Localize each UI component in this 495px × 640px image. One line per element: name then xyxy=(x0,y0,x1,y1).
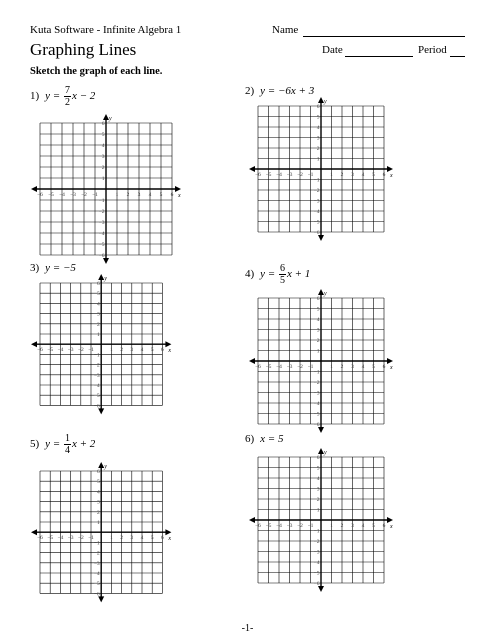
x-tick-label: −2 xyxy=(77,535,84,542)
y-tick-label: −6 xyxy=(313,230,320,236)
worksheet-source: Kuta Software - Infinite Algebra 1 xyxy=(30,24,182,36)
x-tick-label: −3 xyxy=(67,535,74,542)
equation: y = −5 xyxy=(45,262,76,274)
equation-lhs: y = xyxy=(260,268,278,281)
y-tick-label: 3 xyxy=(96,311,100,318)
coordinate-grid-2[interactable] xyxy=(248,96,394,242)
y-axis-label: y xyxy=(109,116,112,122)
fraction xyxy=(64,433,71,456)
x-tick-label: −1 xyxy=(92,192,98,198)
y-tick-label: −3 xyxy=(93,372,100,379)
x-tick-label: −2 xyxy=(297,523,303,529)
x-tick-label: 5 xyxy=(150,347,154,354)
y-tick-label: 6 xyxy=(316,296,320,302)
problem-number: 6) xyxy=(245,433,255,445)
coordinate-grid-1[interactable] xyxy=(30,113,182,265)
x-tick-label: 1 xyxy=(330,172,333,178)
period-label: Period xyxy=(418,44,447,56)
x-tick-label: −3 xyxy=(286,364,293,370)
x-tick-label: −2 xyxy=(81,192,87,198)
x-tick-label: −1 xyxy=(307,523,314,529)
x-tick-label: −4 xyxy=(59,192,65,198)
x-tick-label: −2 xyxy=(297,364,303,370)
y-tick-label: −2 xyxy=(313,539,320,545)
y-tick-label: 4 xyxy=(316,125,320,131)
x-tick-label: −4 xyxy=(57,535,64,542)
y-tick-label: 6 xyxy=(316,104,320,110)
x-tick-label: −4 xyxy=(276,523,282,529)
y-tick-label: 6 xyxy=(316,455,320,461)
y-tick-label: 1 xyxy=(96,332,100,338)
x-tick-label: −3 xyxy=(286,172,293,178)
coordinate-grid-4[interactable] xyxy=(248,288,394,434)
axis-arrowhead xyxy=(165,529,171,535)
y-tick-label: 2 xyxy=(316,338,320,344)
x-tick-label: −3 xyxy=(286,523,293,529)
y-axis-label: y xyxy=(324,291,327,297)
y-tick-label: −3 xyxy=(313,549,320,556)
y-axis-label: y xyxy=(104,464,107,470)
x-tick-label: 4 xyxy=(140,535,144,542)
y-tick-label: 5 xyxy=(316,465,320,472)
problem-number: 2) xyxy=(245,85,255,97)
y-tick-label: 1 xyxy=(316,507,320,514)
x-tick-label: −5 xyxy=(265,172,272,178)
x-tick-label: 1 xyxy=(115,192,119,198)
x-tick-label: 2 xyxy=(120,347,123,354)
equation-rhs: x + 1 xyxy=(286,268,311,281)
x-tick-label: 4 xyxy=(140,347,144,354)
y-tick-label: 4 xyxy=(101,143,105,149)
y-tick-label: −6 xyxy=(313,581,320,587)
x-tick-label: −3 xyxy=(70,192,76,198)
x-tick-label: 2 xyxy=(340,172,344,178)
y-tick-label: −6 xyxy=(93,403,100,410)
coordinate-grid-5[interactable] xyxy=(30,461,172,603)
fraction xyxy=(64,85,71,108)
x-tick-label: −5 xyxy=(47,535,54,542)
name-label: Name xyxy=(272,24,299,36)
x-tick-label: 5 xyxy=(372,172,375,178)
grid-svg xyxy=(30,273,172,415)
coordinate-grid-6[interactable] xyxy=(248,447,394,593)
y-tick-label: −5 xyxy=(313,411,320,418)
y-tick-label: −3 xyxy=(313,390,320,397)
x-tick-label: −6 xyxy=(255,172,261,178)
y-tick-label: −2 xyxy=(93,550,100,557)
x-tick-label: 4 xyxy=(361,523,365,529)
x-tick-label: 5 xyxy=(150,535,154,542)
x-tick-label: 5 xyxy=(372,523,375,529)
instructions: Sketch the graph of each line. xyxy=(30,66,163,77)
y-tick-label: −2 xyxy=(313,188,320,194)
x-tick-label: 4 xyxy=(148,192,152,198)
y-tick-label: 6 xyxy=(96,469,100,475)
x-tick-label: 2 xyxy=(126,192,130,198)
y-tick-label: −1 xyxy=(93,540,100,547)
date-label: Date xyxy=(322,44,343,56)
x-tick-label: 2 xyxy=(340,523,344,529)
y-tick-label: 2 xyxy=(101,165,105,171)
y-tick-label: −1 xyxy=(98,198,105,204)
y-tick-label: −2 xyxy=(98,209,105,215)
y-tick-label: 5 xyxy=(316,114,320,121)
x-tick-label: 1 xyxy=(110,535,113,542)
y-tick-label: −4 xyxy=(313,401,320,407)
y-tick-label: 2 xyxy=(316,497,320,503)
axis-arrowhead xyxy=(175,186,181,192)
y-axis-label: y xyxy=(324,450,327,456)
equation-rhs: x + 2 xyxy=(71,438,96,451)
x-tick-label: 6 xyxy=(161,535,164,542)
x-tick-label: −4 xyxy=(276,172,282,178)
y-tick-label: −5 xyxy=(98,242,105,248)
x-tick-label: 6 xyxy=(170,192,174,198)
x-tick-label: −1 xyxy=(88,535,94,542)
y-tick-label: 4 xyxy=(316,317,320,323)
x-tick-label: 1 xyxy=(110,347,113,354)
y-tick-label: 1 xyxy=(96,520,100,526)
x-axis-label: x xyxy=(390,524,393,530)
axis-arrowhead xyxy=(387,166,393,172)
y-tick-label: 1 xyxy=(101,176,105,182)
grid-svg xyxy=(30,461,172,603)
x-axis-label: x xyxy=(168,536,172,543)
x-tick-label: −6 xyxy=(37,535,43,542)
x-tick-label: 4 xyxy=(361,364,365,370)
axis-arrowhead xyxy=(387,358,393,364)
y-tick-label: 5 xyxy=(96,291,100,298)
x-tick-label: 3 xyxy=(351,172,354,178)
equation-lhs: y = xyxy=(45,438,63,451)
x-axis-label: x xyxy=(168,348,172,355)
y-tick-label: −5 xyxy=(313,570,320,577)
x-tick-label: −1 xyxy=(307,172,314,178)
period-line xyxy=(450,56,465,57)
problem-5 xyxy=(30,433,95,456)
y-tick-label: −5 xyxy=(93,581,100,588)
problem-6 xyxy=(245,433,283,445)
fraction xyxy=(279,263,286,286)
x-tick-label: 6 xyxy=(161,347,164,354)
x-tick-label: −4 xyxy=(57,347,64,354)
y-tick-label: −6 xyxy=(98,253,105,259)
y-tick-label: 2 xyxy=(316,146,320,152)
x-tick-label: −4 xyxy=(276,364,282,370)
grid-svg xyxy=(30,113,182,265)
y-tick-label: −4 xyxy=(98,231,105,237)
y-tick-label: −4 xyxy=(313,560,320,566)
x-tick-label: 2 xyxy=(120,535,123,542)
x-tick-label: −3 xyxy=(67,347,74,354)
x-tick-label: 1 xyxy=(330,364,333,370)
y-tick-label: 6 xyxy=(101,121,105,127)
y-tick-label: −6 xyxy=(313,422,320,428)
coordinate-grid-3[interactable] xyxy=(30,273,172,415)
y-tick-label: −6 xyxy=(93,591,100,598)
y-axis-label: y xyxy=(104,276,107,282)
y-tick-label: −1 xyxy=(313,369,320,376)
equation-rhs: x − 2 xyxy=(71,90,96,103)
x-axis-label: x xyxy=(390,173,393,179)
y-tick-label: −1 xyxy=(93,352,100,359)
grid-svg xyxy=(248,96,394,242)
date-line xyxy=(345,56,413,57)
fraction-denominator: 5 xyxy=(279,275,285,286)
y-tick-label: 6 xyxy=(96,281,100,287)
x-tick-label: −5 xyxy=(265,523,272,529)
equation: y = −6x + 3 xyxy=(260,85,315,97)
problem-number: 5) xyxy=(30,438,40,451)
x-tick-label: −5 xyxy=(47,347,54,354)
y-tick-label: −3 xyxy=(313,198,320,205)
x-tick-label: 5 xyxy=(159,192,163,198)
y-tick-label: −1 xyxy=(313,528,320,535)
x-tick-label: 6 xyxy=(382,172,386,178)
y-tick-label: −4 xyxy=(313,209,320,215)
problem-number: 4) xyxy=(245,268,255,281)
y-tick-label: 1 xyxy=(316,156,320,163)
y-tick-label: 5 xyxy=(101,132,105,138)
y-tick-label: −2 xyxy=(93,362,100,369)
y-tick-label: 5 xyxy=(96,479,100,486)
y-tick-label: 3 xyxy=(96,499,100,506)
axis-arrowhead xyxy=(165,341,171,347)
x-tick-label: 3 xyxy=(351,364,354,370)
fraction-numerator: 7 xyxy=(64,85,70,96)
y-tick-label: −4 xyxy=(93,383,100,389)
y-tick-label: 3 xyxy=(316,327,320,334)
fraction-denominator: 2 xyxy=(64,97,70,108)
x-tick-label: −2 xyxy=(297,172,303,178)
x-axis-label: x xyxy=(178,193,181,199)
x-tick-label: 1 xyxy=(330,523,333,529)
fraction-numerator: 6 xyxy=(279,263,285,274)
x-tick-label: −6 xyxy=(37,347,43,354)
grid-svg xyxy=(248,288,394,434)
grid-svg xyxy=(248,447,394,593)
x-tick-label: −2 xyxy=(77,347,84,354)
y-tick-label: 4 xyxy=(316,476,320,482)
fraction-denominator: 4 xyxy=(64,445,70,456)
y-tick-label: 4 xyxy=(96,301,100,308)
y-tick-label: −3 xyxy=(93,560,100,567)
x-tick-label: 6 xyxy=(382,364,386,370)
y-tick-label: −4 xyxy=(93,571,100,577)
x-tick-label: −6 xyxy=(255,523,261,529)
x-tick-label: 6 xyxy=(382,523,386,529)
x-tick-label: −6 xyxy=(255,364,261,370)
fraction-numerator: 1 xyxy=(64,433,70,444)
y-tick-label: −3 xyxy=(98,220,105,226)
x-tick-label: −1 xyxy=(307,364,314,370)
page-number: -1- xyxy=(241,623,254,634)
x-tick-label: 5 xyxy=(372,364,375,370)
y-tick-label: −5 xyxy=(313,219,320,226)
y-tick-label: 3 xyxy=(316,135,320,142)
y-tick-label: 5 xyxy=(316,306,320,313)
y-tick-label: 2 xyxy=(96,321,100,328)
y-tick-label: 3 xyxy=(101,154,105,160)
problem-1 xyxy=(30,85,95,108)
name-line xyxy=(303,36,465,37)
page-title: Graphing Lines xyxy=(30,40,137,59)
problem-4 xyxy=(245,263,310,286)
x-tick-label: −5 xyxy=(48,192,54,198)
x-tick-label: −6 xyxy=(37,192,43,198)
y-tick-label: 4 xyxy=(96,489,100,496)
x-tick-label: 3 xyxy=(130,347,134,354)
y-tick-label: −2 xyxy=(313,380,320,386)
equation: x = 5 xyxy=(260,433,284,445)
y-tick-label: 1 xyxy=(316,348,320,355)
x-tick-label: 3 xyxy=(137,192,141,198)
x-tick-label: 3 xyxy=(130,535,134,542)
y-tick-label: 3 xyxy=(316,486,320,493)
equation-lhs: y = xyxy=(45,90,63,103)
y-tick-label: −1 xyxy=(313,177,320,184)
y-tick-label: −5 xyxy=(93,393,100,400)
axis-arrowhead xyxy=(387,517,393,523)
x-tick-label: −5 xyxy=(265,364,272,370)
x-tick-label: 3 xyxy=(351,523,354,529)
y-axis-label: y xyxy=(324,99,327,105)
problem-number: 3) xyxy=(30,262,40,274)
problem-number: 1) xyxy=(30,90,40,103)
x-tick-label: −1 xyxy=(88,347,94,354)
x-tick-label: 4 xyxy=(361,172,365,178)
x-axis-label: x xyxy=(390,365,393,371)
x-tick-label: 2 xyxy=(340,364,344,370)
y-tick-label: 2 xyxy=(96,509,100,516)
